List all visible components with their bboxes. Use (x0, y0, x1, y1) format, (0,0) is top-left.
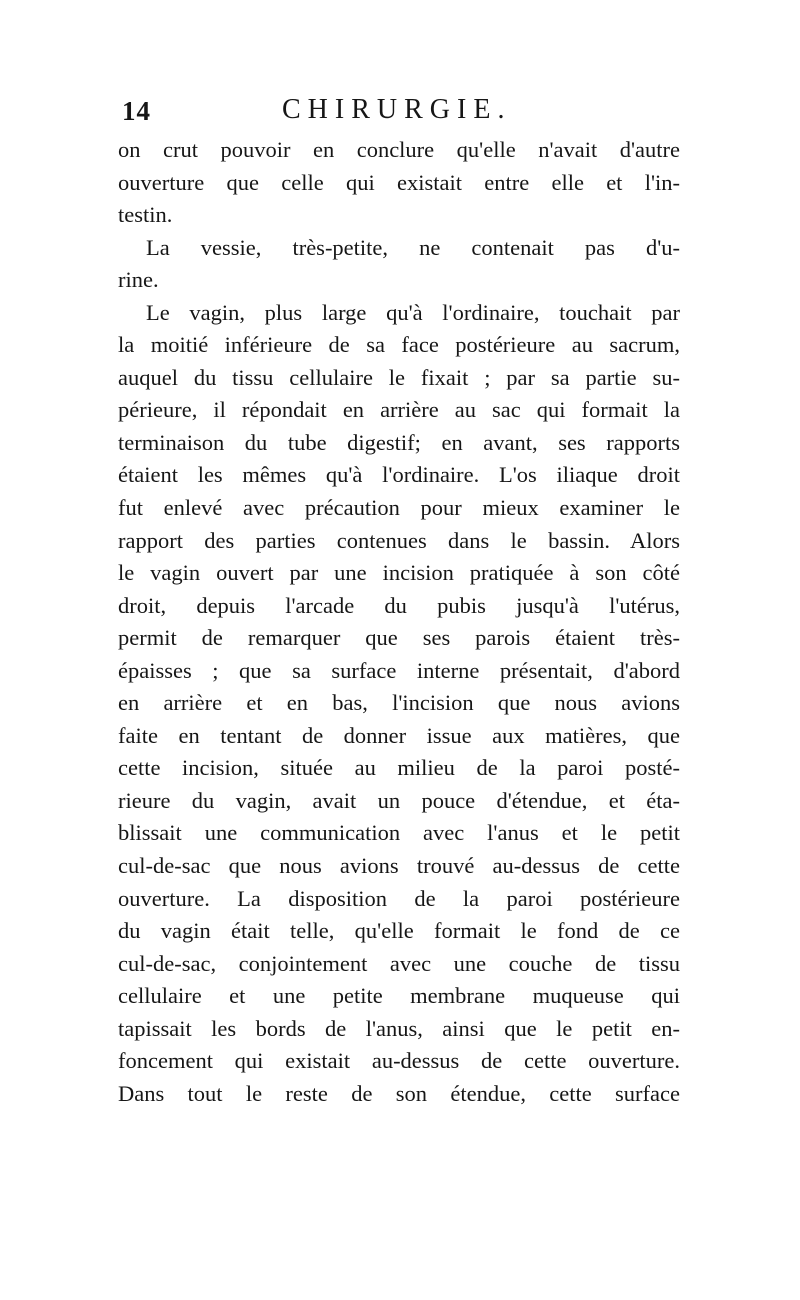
text-line: Dans tout le reste de son étendue, cette surface (118, 1080, 680, 1106)
running-head (122, 96, 682, 136)
text-line: rapport des parties contenues dans le bassin. Alors (118, 527, 680, 553)
text-line: la moitié inférieure de sa face postérieure au sacrum, (118, 332, 680, 358)
text-line: rieure du vagin, avait un pouce d'étendue, et éta- (118, 787, 680, 813)
text-line: droit, depuis l'arcade du pubis jusqu'à l'utérus, (118, 592, 680, 618)
text-line: cul-de-sac, conjointement avec une couche de tissu (118, 950, 680, 976)
text-line: périeure, il répondait en arrière au sac qui formait la (118, 397, 680, 423)
text-line: Le vagin, plus large qu'à l'ordinaire, touchait par (146, 299, 680, 325)
text-line: foncement qui existait au-dessus de cette ouverture. (118, 1048, 680, 1074)
text-line: permit de remarquer que ses parois étaient très- (118, 625, 680, 651)
text-line: ouverture. La disposition de la paroi postérieure (118, 885, 680, 911)
text-line: on crut pouvoir en conclure qu'elle n'avait d'autre (118, 137, 680, 162)
text-line: tapissait les bords de l'anus, ainsi que le petit en- (118, 1015, 680, 1041)
running-title: CHIRURGIE. (282, 94, 512, 125)
text-line: blissait une communication avec l'anus et le petit (118, 820, 680, 846)
text-line: La vessie, très-petite, ne contenait pas d'u- (146, 234, 680, 260)
page-number: 14 (122, 96, 151, 126)
text-line: fut enlevé avec précaution pour mieux examiner le (118, 495, 680, 521)
text-line: ouverture que celle qui existait entre elle et l'in- (118, 169, 680, 195)
text-line: cette incision, située au milieu de la paroi posté- (118, 755, 680, 781)
text-line: étaient les mêmes qu'à l'ordinaire. L'os iliaque droit (118, 462, 680, 488)
text-line: auquel du tissu cellulaire le fixait ; par sa partie su- (118, 364, 680, 390)
text-line: faite en tentant de donner issue aux matières, que (118, 722, 680, 748)
text-line: cellulaire et une petite membrane muqueuse qui (118, 983, 680, 1009)
text-line: en arrière et en bas, l'incision que nous avions (118, 690, 680, 716)
text-line: cul-de-sac que nous avions trouvé au-dessus de cette (118, 853, 680, 879)
text-line: terminaison du tube digestif; en avant, ses rapports (118, 429, 680, 455)
text-line: du vagin était telle, qu'elle formait le fond de ce (118, 918, 680, 944)
text-line: rine. (118, 267, 159, 293)
text-line: épaisses ; que sa surface interne présentait, d'abord (118, 657, 680, 683)
text-line: testin. (118, 202, 173, 228)
body-text (118, 134, 680, 1110)
text-line: le vagin ouvert par une incision pratiquée à son côté (118, 560, 680, 586)
